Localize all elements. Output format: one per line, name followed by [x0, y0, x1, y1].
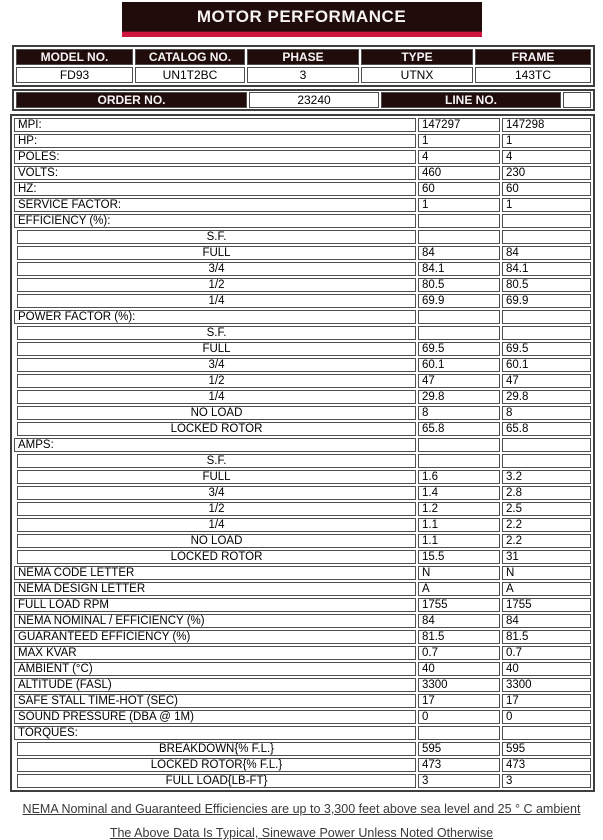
table-row: [14, 582, 591, 596]
table-row: [14, 230, 591, 244]
row-value-2: 40: [502, 662, 591, 676]
table-row: [14, 662, 591, 676]
row-value-2: [502, 230, 591, 244]
row-label: LOCKED ROTOR: [17, 550, 416, 564]
info-table: [12, 45, 595, 87]
row-label: POLES:: [14, 150, 416, 164]
row-value-2: 2.5: [502, 502, 591, 516]
table-row: [14, 758, 591, 772]
row-value-2: 84: [502, 614, 591, 628]
row-label: BREAKDOWN{% F.L.}: [17, 742, 416, 756]
row-label: NEMA CODE LETTER: [14, 566, 416, 580]
row-value-1: 1: [418, 198, 500, 212]
row-label: 1/2: [17, 374, 416, 388]
row-value-1: 1.6: [418, 470, 500, 484]
row-value-1: 15.5: [418, 550, 500, 564]
row-value-2: 69.9: [502, 294, 591, 308]
table-row: [14, 406, 591, 420]
row-value-1: 3300: [418, 678, 500, 692]
row-label: 1/4: [17, 518, 416, 532]
row-value-1: 17: [418, 694, 500, 708]
page-title-bar: [122, 2, 482, 37]
row-label: FULL LOAD RPM: [14, 598, 416, 612]
row-value-1: 1.1: [418, 534, 500, 548]
row-value-1: 69.5: [418, 342, 500, 356]
row-value-2: 84: [502, 246, 591, 260]
row-value-2: 1: [502, 198, 591, 212]
row-value-1: 60.1: [418, 358, 500, 372]
table-row: [14, 694, 591, 708]
row-value-1: [418, 438, 500, 452]
row-value-1: 65.8: [418, 422, 500, 436]
row-value-2: 0.7: [502, 646, 591, 660]
row-label: 3/4: [17, 358, 416, 372]
row-value-2: 230: [502, 166, 591, 180]
row-value-2: 81.5: [502, 630, 591, 644]
table-row: [14, 454, 591, 468]
row-value-2: 80.5: [502, 278, 591, 292]
row-value-2: 2.2: [502, 518, 591, 532]
row-label: AMPS:: [14, 438, 416, 452]
row-label: HZ:: [14, 182, 416, 196]
row-value-2: 3: [502, 774, 591, 788]
row-label: NO LOAD: [17, 406, 416, 420]
row-label: 1/2: [17, 502, 416, 516]
row-value-1: 0.7: [418, 646, 500, 660]
row-value-1: 1: [418, 134, 500, 148]
row-value-1: 473: [418, 758, 500, 772]
row-value-1: 29.8: [418, 390, 500, 404]
row-label: 3/4: [17, 262, 416, 276]
table-row: [14, 422, 591, 436]
row-value-1: 1.4: [418, 486, 500, 500]
row-value-2: 2.8: [502, 486, 591, 500]
row-label: SAFE STALL TIME-HOT (SEC): [14, 694, 416, 708]
table-row: [14, 390, 591, 404]
row-value-2: 2.2: [502, 534, 591, 548]
info-value-cell: 3: [247, 67, 359, 83]
row-value-1: 1.1: [418, 518, 500, 532]
table-row: [14, 342, 591, 356]
row-label: 3/4: [17, 486, 416, 500]
spec-table: [10, 114, 595, 792]
row-value-1: [418, 310, 500, 324]
row-label: MAX KVAR: [14, 646, 416, 660]
row-value-1: 0: [418, 710, 500, 724]
row-value-2: 84.1: [502, 262, 591, 276]
row-value-2: [502, 326, 591, 340]
row-label: VOLTS:: [14, 166, 416, 180]
row-value-1: [418, 214, 500, 228]
info-header-cell: PHASE: [247, 49, 359, 65]
row-label: NEMA NOMINAL / EFFICIENCY (%): [14, 614, 416, 628]
row-label: POWER FACTOR (%):: [14, 310, 416, 324]
row-label: 1/2: [17, 278, 416, 292]
row-label: AMBIENT (°C): [14, 662, 416, 676]
line-no-label: LINE NO.: [381, 92, 561, 108]
row-value-2: 31: [502, 550, 591, 564]
row-label: NEMA DESIGN LETTER: [14, 582, 416, 596]
page-title: MOTOR PERFORMANCE: [122, 2, 482, 31]
table-row: [14, 726, 591, 740]
row-value-2: [502, 726, 591, 740]
row-value-1: 81.5: [418, 630, 500, 644]
table-row: [14, 438, 591, 452]
table-row: [14, 742, 591, 756]
row-value-1: N: [418, 566, 500, 580]
row-label: LOCKED ROTOR{% F.L.}: [17, 758, 416, 772]
row-value-2: 69.5: [502, 342, 591, 356]
row-label: TORQUES:: [14, 726, 416, 740]
row-value-1: 1.2: [418, 502, 500, 516]
info-header-cell: MODEL NO.: [16, 49, 133, 65]
table-row: [14, 310, 591, 324]
row-value-1: 4: [418, 150, 500, 164]
row-value-1: 460: [418, 166, 500, 180]
row-label: 1/4: [17, 390, 416, 404]
row-value-2: 8: [502, 406, 591, 420]
row-value-1: [418, 326, 500, 340]
row-label: LOCKED ROTOR: [17, 422, 416, 436]
table-row: [14, 374, 591, 388]
row-label: FULL: [17, 470, 416, 484]
info-header-row: [16, 49, 591, 65]
table-row: [14, 630, 591, 644]
row-label: 1/4: [17, 294, 416, 308]
row-value-1: 84.1: [418, 262, 500, 276]
row-label: ALTITUDE (FASL): [14, 678, 416, 692]
row-value-1: 69.9: [418, 294, 500, 308]
table-row: [14, 326, 591, 340]
row-value-1: 40: [418, 662, 500, 676]
row-value-1: 60: [418, 182, 500, 196]
row-label: HP:: [14, 134, 416, 148]
row-label: MPI:: [14, 118, 416, 132]
row-value-1: 47: [418, 374, 500, 388]
table-row: [14, 646, 591, 660]
table-row: [14, 598, 591, 612]
row-value-2: [502, 310, 591, 324]
row-value-1: 8: [418, 406, 500, 420]
row-label: NO LOAD: [17, 534, 416, 548]
row-value-1: 84: [418, 614, 500, 628]
row-value-2: 147298: [502, 118, 591, 132]
table-row: [14, 278, 591, 292]
table-row: [14, 118, 591, 132]
table-row: [14, 262, 591, 276]
order-no-value: 23240: [249, 92, 379, 108]
row-value-2: 1: [502, 134, 591, 148]
row-value-1: 80.5: [418, 278, 500, 292]
row-label: FULL: [17, 246, 416, 260]
row-label: FULL: [17, 342, 416, 356]
row-value-2: 4: [502, 150, 591, 164]
info-header-cell: CATALOG NO.: [135, 49, 245, 65]
info-value-cell: UN1T2BC: [135, 67, 245, 83]
row-value-2: 29.8: [502, 390, 591, 404]
row-value-2: 595: [502, 742, 591, 756]
table-row: [14, 166, 591, 180]
line-no-value: [563, 92, 591, 108]
table-row: [14, 134, 591, 148]
table-row: [14, 358, 591, 372]
info-value-cell: FD93: [16, 67, 133, 83]
row-value-2: 473: [502, 758, 591, 772]
row-value-1: A: [418, 582, 500, 596]
row-value-2: 47: [502, 374, 591, 388]
table-row: [14, 214, 591, 228]
row-value-2: 1755: [502, 598, 591, 612]
info-header-cell: TYPE: [361, 49, 473, 65]
row-value-2: N: [502, 566, 591, 580]
row-label: FULL LOAD{LB-FT}: [17, 774, 416, 788]
footer-note-altitude: NEMA Nominal and Guaranteed Efficiencies are up to 3,300 feet above sea level and 25 ° C ambient: [22, 802, 581, 816]
table-row: [14, 534, 591, 548]
row-value-1: 595: [418, 742, 500, 756]
title-accent-stripe: [122, 31, 482, 37]
table-row: [14, 150, 591, 164]
row-value-2: 17: [502, 694, 591, 708]
info-value-row: [16, 67, 591, 83]
info-header-cell: FRAME: [475, 49, 591, 65]
table-row: [14, 182, 591, 196]
table-row: [14, 246, 591, 260]
row-value-1: 147297: [418, 118, 500, 132]
row-value-1: [418, 454, 500, 468]
table-row: [14, 678, 591, 692]
info-value-cell: UTNX: [361, 67, 473, 83]
row-value-1: 1755: [418, 598, 500, 612]
row-value-2: 0: [502, 710, 591, 724]
table-row: [14, 710, 591, 724]
table-row: [14, 470, 591, 484]
row-value-2: [502, 454, 591, 468]
table-row: [14, 198, 591, 212]
row-label: S.F.: [17, 326, 416, 340]
table-row: [14, 774, 591, 788]
row-label: SOUND PRESSURE (DBA @ 1M): [14, 710, 416, 724]
row-value-1: [418, 230, 500, 244]
order-line-table: [12, 89, 595, 111]
table-row: [14, 502, 591, 516]
row-value-2: [502, 438, 591, 452]
row-value-2: 60.1: [502, 358, 591, 372]
table-row: [14, 518, 591, 532]
row-label: EFFICIENCY (%):: [14, 214, 416, 228]
row-value-2: 3300: [502, 678, 591, 692]
row-label: SERVICE FACTOR:: [14, 198, 416, 212]
table-row: [14, 486, 591, 500]
row-value-2: [502, 214, 591, 228]
footer-note-typical: The Above Data Is Typical, Sinewave Power Unless Noted Otherwise: [109, 826, 494, 840]
row-label: S.F.: [17, 230, 416, 244]
row-label: GUARANTEED EFFICIENCY (%): [14, 630, 416, 644]
row-value-1: 3: [418, 774, 500, 788]
table-row: [14, 614, 591, 628]
row-value-2: 60: [502, 182, 591, 196]
row-value-2: 3.2: [502, 470, 591, 484]
row-value-2: 65.8: [502, 422, 591, 436]
table-row: [14, 294, 591, 308]
row-label: S.F.: [17, 454, 416, 468]
row-value-1: [418, 726, 500, 740]
info-value-cell: 143TC: [475, 67, 591, 83]
table-row: [14, 550, 591, 564]
table-row: [14, 566, 591, 580]
row-value-1: 84: [418, 246, 500, 260]
row-value-2: A: [502, 582, 591, 596]
order-line-row: [16, 92, 591, 108]
order-no-label: ORDER NO.: [16, 92, 247, 108]
